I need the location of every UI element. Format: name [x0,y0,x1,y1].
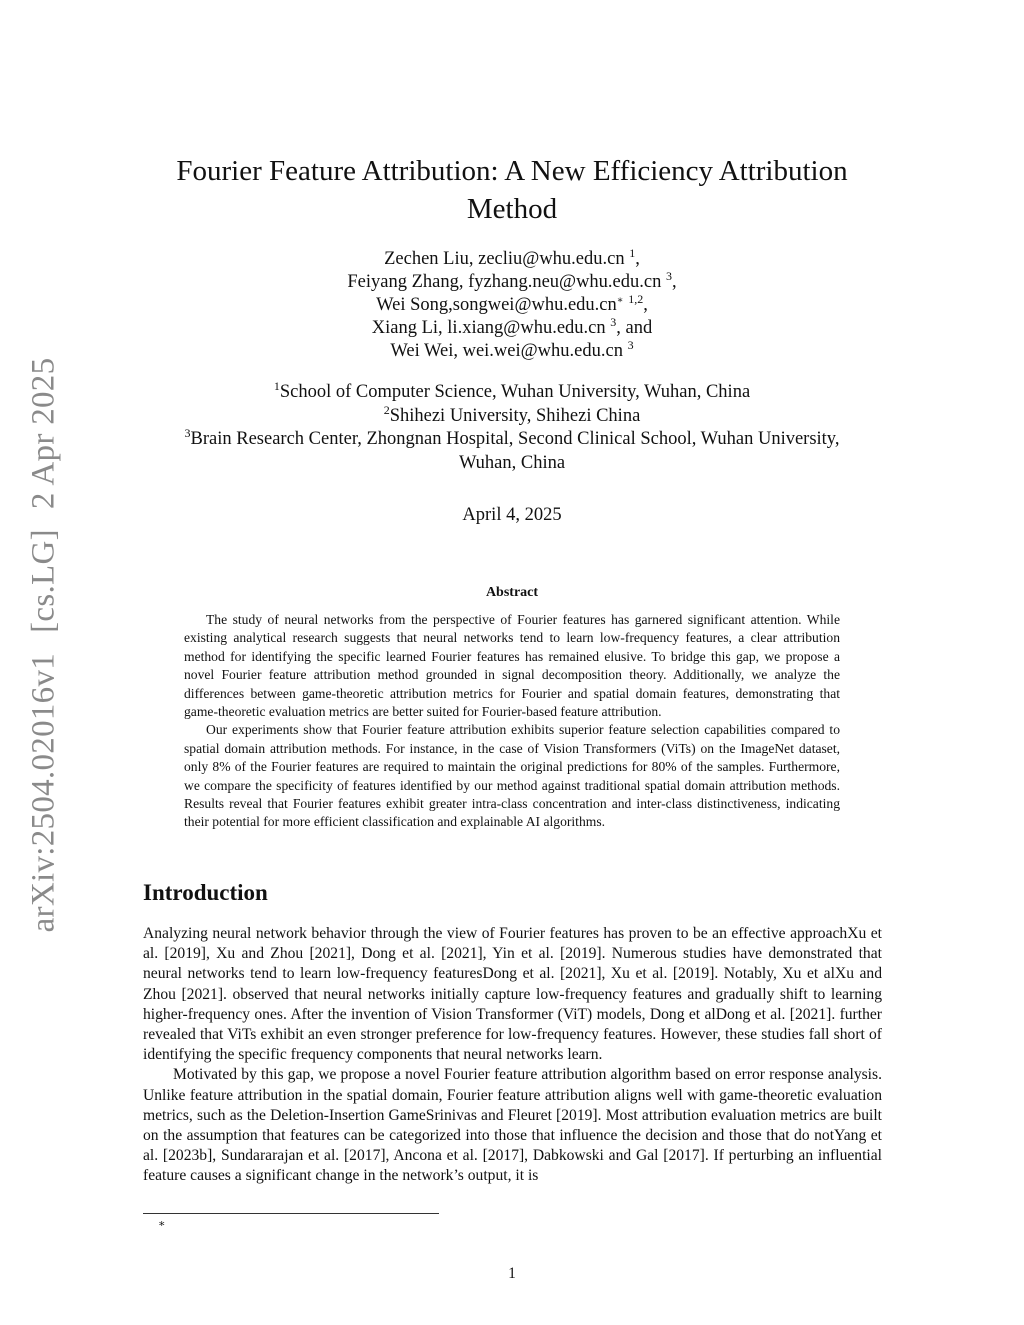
introduction-body [143,924,882,1187]
footnote-rule [143,1213,439,1214]
abstract-paragraph: The study of neural networks from the perspective of Fourier features has garnered significant attention. While existing analytical research suggests that neural networks tend to learn low-frequency features, a clear attribution method for identifying the specific learned Fourier features has remained elusive. To bridge this gap, we propose a novel Fourier feature attribution method grounded in signal decomposition theory. Additionally, we analyze the differences between game-theoretic attribution metrics for Fourier and spatial domain features, demonstrating that game-theoretic evaluation metrics are better suited for Fourier-based feature attribution. [184,612,840,720]
affiliation-sup: 1 [273,378,280,393]
affiliation [120,425,904,452]
author-tail: , [671,272,677,292]
author-line [200,245,824,271]
affiliation-continuation: Wuhan, China [458,452,566,473]
author-affil-sup: 3 [627,337,634,352]
affiliation-text: Brain Research Center, Zhongnan Hospital, Second Clinical School, Wuhan University, [190,429,840,449]
affiliation-text: Shihezi University, Shihezi China [389,405,641,426]
corresponding-star: ∗ [616,294,624,306]
body-paragraph: Analyzing neural network behavior through the view of Fourier features has proven to be an effective approachXu et al. [2019], Xu and Zhou [2021], Dong et al. [2021], Yin et al. [2019]. Numerous studies have demonstrated that neural networks tend to learn low-frequency featuresDong et al. [2021], Xu et al. [2019]. Notably, Xu et alXu and Zhou [2021]. observed that neural networks initially capture low-frequency features and gradually shift to learning higher-frequency ones. After the invention of Vision Transformer (ViT) models, Dong et alDong et al. [2021]. further revealed that ViTs exhibit an even stronger preference for low-frequency features. However, these studies fall short of identifying the specific frequency components that neural networks learn. [143,925,882,1064]
page-number: 1 [508,1265,516,1282]
author-name: Wei Wei, wei.wei@whu.edu.cn [390,341,623,361]
author-line [200,314,824,340]
affiliation-text: School of Computer Science, Wuhan University, Wuhan, China [279,382,751,402]
abstract-body [184,611,840,832]
author-list [200,245,824,363]
author-line [200,337,824,363]
paper-title-line-2: Method [466,193,558,225]
paper-date: April 4, 2025 [462,505,562,525]
author-tail: , [643,295,648,315]
author-tail: , and [616,318,653,338]
footnote-mark: ∗ [158,1218,166,1230]
arxiv-category: [cs.LG] [25,529,62,633]
paper-title [120,152,904,228]
affiliation-list [120,378,904,475]
author-tail: , [635,249,640,269]
affiliation [120,378,904,405]
author-affil-sup: 1,2 [628,291,644,306]
affiliation-sup: 2 [383,402,390,417]
arxiv-id: arXiv:2504.02016v1 [25,652,62,933]
author-affil-sup: 3 [610,314,617,329]
arxiv-sidebar-identifier [26,358,63,933]
author-name: Feiyang Zhang, fyzhang.neu@whu.edu.cn [347,272,662,292]
author-affil-sup: 1 [629,245,636,260]
author-line [200,268,824,294]
body-paragraph: Motivated by this gap, we propose a novel Fourier feature attribution algorithm based on error response analysis. Unlike feature attribution in the spatial domain, Fourier feature attribution aligns well with game-theoretic evaluation metrics, such as the Deletion-Insertion GameSrinivas and Fleuret [2019]. Most attribution evaluation metrics are built on the assumption that features can be categorized into those that influence the decision and those that do notYang et al. [2023b], Sundararajan et al. [2017], Ancona et al. [2017], Dabkowski and Gal [2017]. If perturbing an influential feature causes a significant change in the network’s output, it is [143,1066,882,1185]
abstract-paragraph: Our experiments show that Fourier feature attribution exhibits superior feature selection capabilities compared to spatial domain attribution methods. For instance, in the case of Vision Transformers (ViTs) on the ImageNet dataset, only 8% of the Fourier features are required to maintain the original predictions for 80% of the samples. Furthermore, we compare the specificity of features identified by our method against traditional spatial domain attribution methods. Results reveal that Fourier features exhibit greater intra-class concentration and inter-class distinctiveness, indicating their potential for more efficient classification and explainable AI algorithms. [184,722,840,830]
abstract-heading: Abstract [485,585,539,600]
author-name: Xiang Li, li.xiang@whu.edu.cn [371,318,606,338]
affiliation [120,402,904,429]
author-line [200,291,824,317]
author-name: Wei Song,songwei@whu.edu.cn [376,295,617,315]
author-name: Zechen Liu, zecliu@whu.edu.cn [384,249,625,269]
arxiv-date: 2 Apr 2025 [25,357,62,510]
section-heading-introduction: Introduction [143,880,268,905]
paper-title-line-1: Fourier Feature Attribution: A New Efficiency Attribution [176,155,848,187]
author-affil-sup: 3 [665,268,672,283]
affiliation-sup: 3 [184,425,191,440]
